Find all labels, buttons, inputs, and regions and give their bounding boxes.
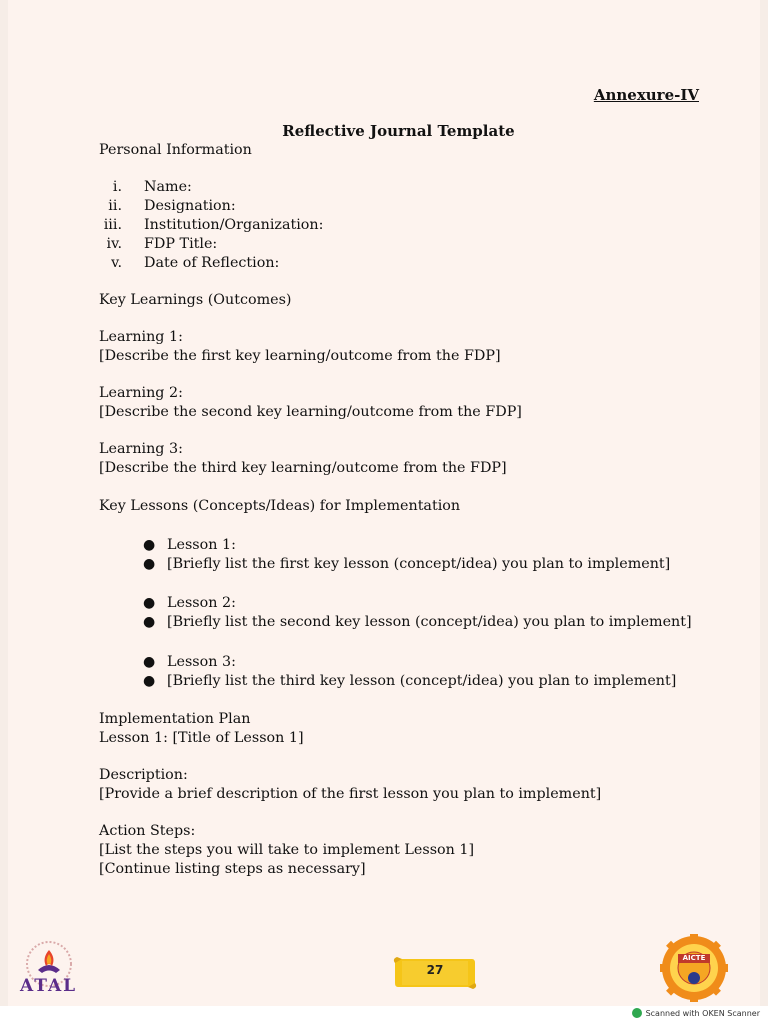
- plan-action-line: [Continue listing steps as necessary]: [99, 861, 366, 877]
- page-number: 27: [426, 963, 444, 977]
- roman-num: v.: [111, 255, 122, 271]
- roman-num: i.: [112, 179, 122, 195]
- roman-num: iv.: [106, 236, 122, 252]
- learning-description: [Describe the first key learning/outcome from the FDP]: [99, 348, 501, 364]
- atal-logo-text: ATAL: [20, 976, 78, 996]
- plan-lesson-line: Lesson 1: [Title of Lesson 1]: [99, 730, 304, 746]
- lesson-label: Lesson 3:: [167, 654, 236, 670]
- personal-heading: Personal Information: [99, 142, 252, 158]
- learnings-heading: Key Learnings (Outcomes): [99, 292, 292, 308]
- lesson-description: [Briefly list the third key lesson (concept/idea) you plan to implement]: [167, 673, 677, 689]
- lessons-heading: Key Lessons (Concepts/Ideas) for Implementation: [99, 498, 461, 514]
- personal-field-date: Date of Reflection:: [144, 255, 280, 271]
- annexure-label: Annexure-IV: [593, 86, 699, 104]
- lesson-label: Lesson 1:: [167, 537, 236, 553]
- lesson-description: [Briefly list the second key lesson (concept/idea) you plan to implement]: [167, 614, 692, 630]
- plan-action-line: [List the steps you will take to implement Lesson 1]: [99, 842, 475, 858]
- plan-description-label: Description:: [99, 767, 188, 783]
- bullet-icon: ●: [143, 556, 156, 572]
- plan-heading: Implementation Plan: [99, 711, 251, 727]
- scanner-text: Scanned with OKEN Scanner: [645, 1008, 760, 1018]
- roman-num: iii.: [103, 217, 122, 233]
- atal-logo: [12, 940, 86, 998]
- personal-field-designation: Designation:: [144, 198, 236, 214]
- document-title: Reflective Journal Template: [282, 122, 515, 140]
- personal-field-fdp-title: FDP Title:: [144, 236, 218, 252]
- plan-description-text: [Provide a brief description of the first lesson you plan to implement]: [99, 786, 602, 802]
- aicte-gear-icon: [656, 934, 732, 1002]
- personal-field-name: Name:: [144, 179, 192, 195]
- bullet-icon: ●: [143, 654, 156, 670]
- learning-description: [Describe the third key learning/outcome from the FDP]: [99, 460, 507, 476]
- lesson-description: [Briefly list the first key lesson (concept/idea) you plan to implement]: [167, 556, 671, 572]
- aicte-logo-text: AICTE: [682, 954, 706, 962]
- page-number-banner: [392, 953, 478, 993]
- learning-label: Learning 1:: [99, 329, 183, 345]
- learning-label: Learning 2:: [99, 385, 183, 401]
- scanner-logo-icon: [632, 1008, 642, 1018]
- bullet-icon: ●: [143, 595, 156, 611]
- lesson-label: Lesson 2:: [167, 595, 236, 611]
- bullet-icon: ●: [143, 614, 156, 630]
- personal-field-institution: Institution/Organization:: [144, 217, 324, 233]
- scanner-watermark: [632, 1008, 760, 1018]
- learning-description: [Describe the second key learning/outcome from the FDP]: [99, 404, 522, 420]
- aicte-logo: [656, 934, 732, 1002]
- bullet-icon: ●: [143, 537, 156, 553]
- roman-num: ii.: [108, 198, 122, 214]
- bullet-icon: ●: [143, 673, 156, 689]
- plan-action-label: Action Steps:: [99, 823, 196, 839]
- learning-label: Learning 3:: [99, 441, 183, 457]
